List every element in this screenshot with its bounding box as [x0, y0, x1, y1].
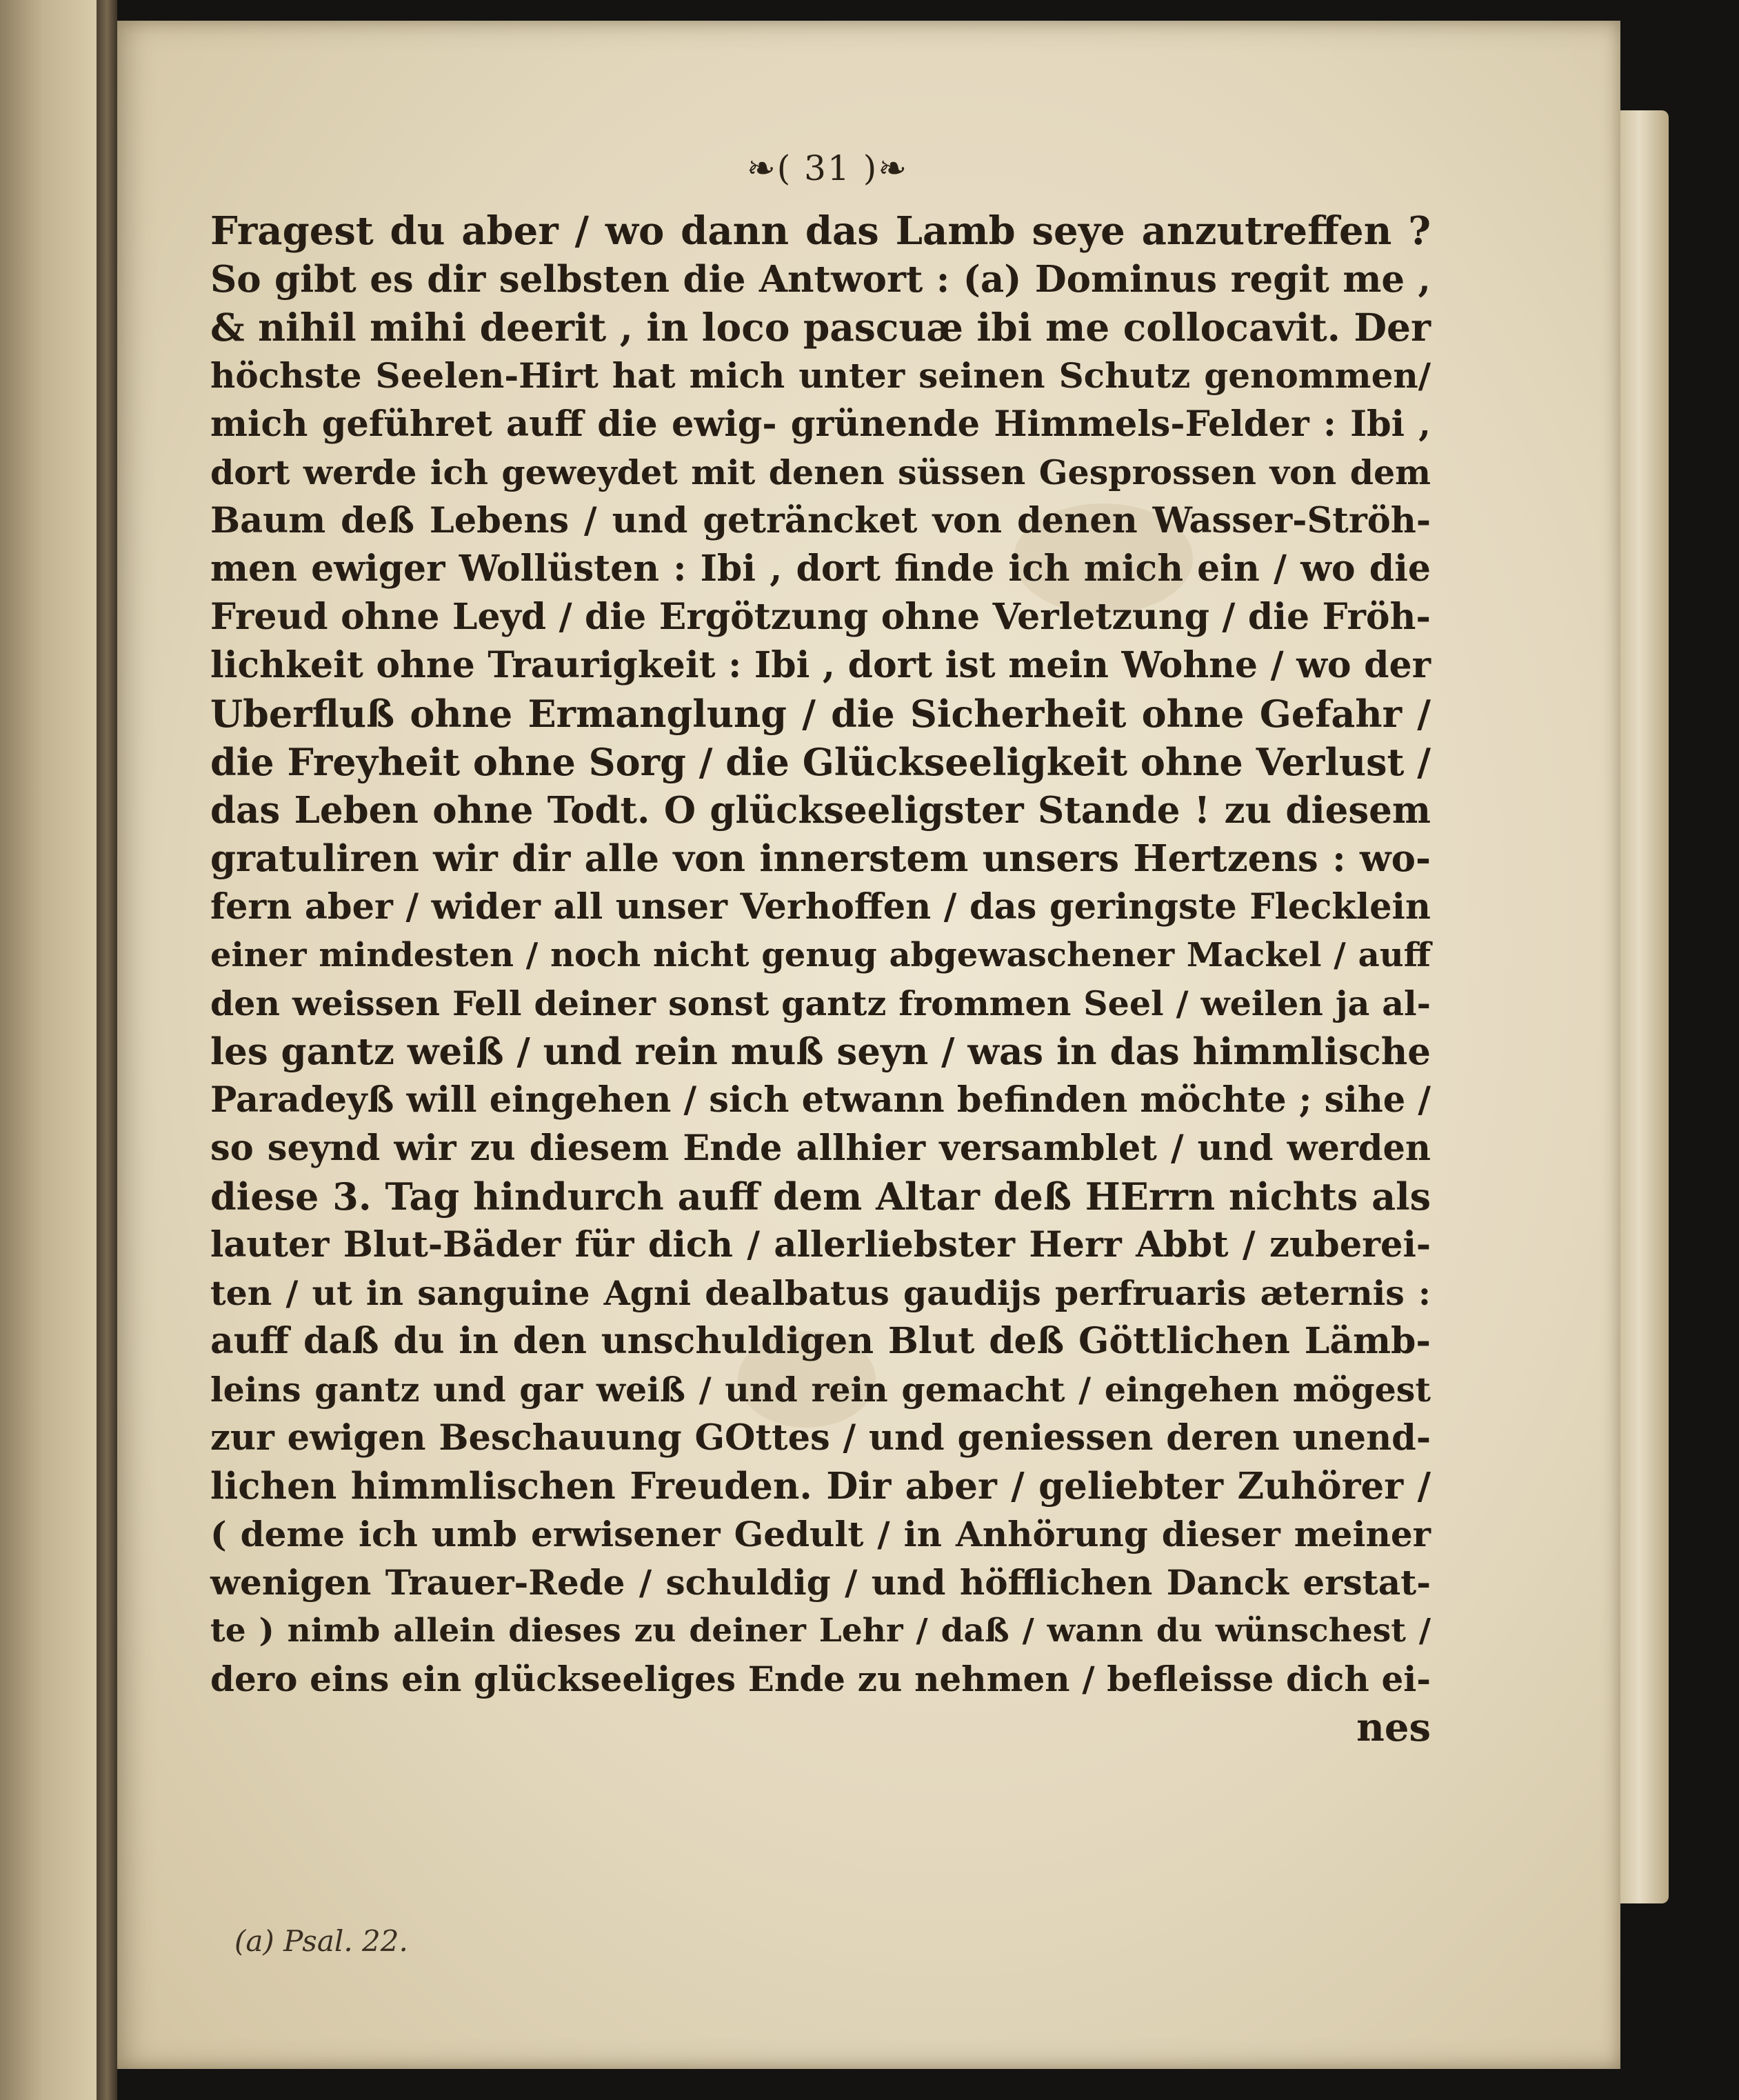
text-line: So gibt es dir selbsten die Antwort : (a) Dominus regit me ,	[210, 258, 1431, 301]
text-line: dero eins ein glückseeliges Ende zu nehmen / befleisse dich ei-	[210, 1659, 1431, 1699]
text-line: & nihil mihi deerit , in loco pascuæ ibi me collocavit. Der	[210, 305, 1431, 350]
catchword: nes	[1356, 1705, 1431, 1750]
text-line: das Leben ohne Todt. O glückseeligster Stande ! zu diesem	[210, 789, 1431, 832]
text-line: auff daß du in den unschuldigen Blut deß Göttlichen Lämb-	[210, 1320, 1431, 1362]
text-line: dort werde ich geweydet mit denen süssen Gesprossen von dem	[210, 452, 1431, 492]
text-line: einer mindesten / noch nicht genug abgewaschener Mackel / auff	[210, 936, 1431, 974]
text-line: Freud ohne Leyd / die Ergötzung ohne Verletzung / die Fröh-	[210, 596, 1431, 638]
previous-page-edge	[0, 0, 101, 2100]
text-line: fern aber / wider all unser Verhoffen / das geringste Flecklein	[210, 886, 1431, 928]
text-line: leins gantz und gar weiß / und rein gemacht / eingehen mögest	[210, 1370, 1431, 1410]
text-line: Fragest du aber / wo dann das Lamb seye anzutreffen ?	[210, 208, 1431, 254]
text-line: Uberfluß ohne Ermanglung / die Sicherheit ohne Gefahr /	[210, 692, 1431, 736]
text-line: lichen himmlischen Freuden. Dir aber / geliebter Zuhörer /	[210, 1465, 1431, 1508]
text-line: lichkeit ohne Traurigkeit : Ibi , dort ist mein Wohne / wo der	[210, 644, 1431, 686]
text-line: wenigen Trauer-Rede / schuldig / und höfflichen Danck erstat-	[210, 1562, 1431, 1603]
text-line: Baum deß Lebens / und geträncket von denen Wasser-Ströh-	[210, 500, 1431, 541]
text-line: gratuliren wir dir alle von innerstem unsers Hertzens : wo-	[210, 837, 1431, 880]
text-line: lauter Blut-Bäder für dich / allerliebster Herr Abbt / zuberei-	[210, 1224, 1431, 1266]
page-number-header: ❧( 31 )❧	[746, 148, 909, 188]
body-text	[210, 207, 1431, 1752]
text-line: so seynd wir zu diesem Ende allhier versamblet / und werden	[210, 1128, 1431, 1169]
text-line: diese 3. Tag hindurch auff dem Altar deß HErrn nichts als	[210, 1174, 1431, 1219]
text-line: les gantz weiß / und rein muß seyn / was in das himmlische	[210, 1030, 1431, 1073]
text-line: höchste Seelen-Hirt hat mich unter seinen Schutz genommen/	[210, 355, 1431, 396]
text-line: Paradeyß will eingehen / sich etwann befinden möchte ; sihe /	[210, 1079, 1431, 1121]
text-line: zur ewigen Beschauung GOttes / und geniessen deren unend-	[210, 1417, 1431, 1459]
footnote: (a) Psal. 22.	[234, 1924, 408, 1958]
book-spine	[97, 0, 117, 2100]
text-line: mich geführet auff die ewig- grünende Himmels-Felder : Ibi ,	[210, 403, 1431, 445]
text-line: ( deme ich umb erwisener Gedult / in Anhörung dieser meiner	[210, 1514, 1431, 1554]
text-line: te ) nimb allein dieses zu deiner Lehr / daß / wann du wünschest /	[210, 1612, 1431, 1650]
text-line: men ewiger Wollüsten : Ibi , dort finde ich mich ein / wo die	[210, 548, 1431, 590]
page-edge	[1620, 110, 1669, 1903]
text-line: den weissen Fell deiner sonst gantz frommen Seel / weilen ja al-	[210, 983, 1431, 1023]
text-line: ten / ut in sanguine Agni dealbatus gaudijs perfruaris æternis :	[210, 1273, 1431, 1313]
text-line: die Freyheit ohne Sorg / die Glückseeligkeit ohne Verlust /	[210, 740, 1431, 784]
